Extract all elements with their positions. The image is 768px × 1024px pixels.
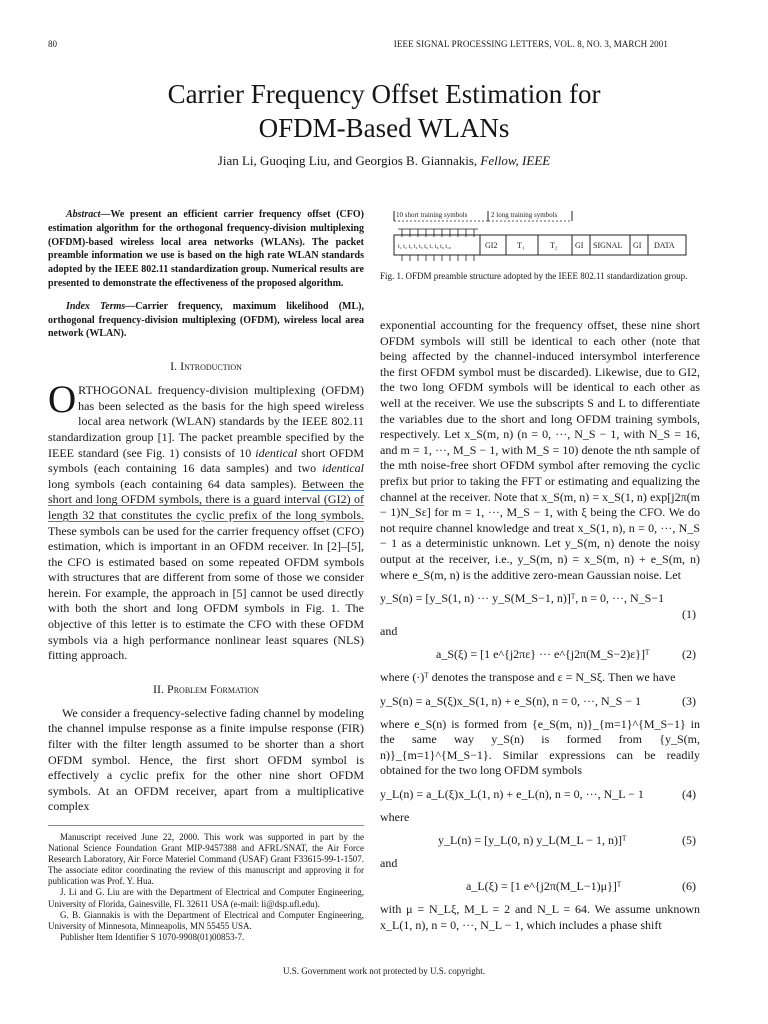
equation-4-number: (4) [682,787,696,802]
footnote-divider [48,825,364,826]
journal-header: IEEE SIGNAL PROCESSING LETTERS, VOL. 8, NO. 3, MARCH 2001 [393,39,668,49]
equation-4 [380,787,700,802]
right-paragraph-3: where e_S(n) is formed from {e_S(m, n)}_{m=1}^{M_S−1} in the same way y_S(n) is formed from {y_S(m, n)}_{m=1}^{M_S−1}. Similar expressions can be readily obtained for the two long OFDM symbols [380,716,700,778]
cell-gi: GI [575,241,584,250]
equation-1-body: y_S(n) = [y_S(1, n) ··· y_S(M_S−1, n)]ᵀ, n = 0, ···, N_S−1 [380,591,665,606]
right-column [380,318,700,933]
figure-caption: Fig. 1. OFDM preamble structure adopted by the IEEE 802.11 standardization group. [380,271,688,281]
abstract-lead: Abstract— [66,209,111,220]
intro-text-d: These symbols can be used for the carrier frequency offset (CFO) estimation, which is important in an OFDM receiver. In [2]–[5], the CFO is estimated based on some repeated OFDM symbols with structures that are different from some of those we consider herein. For example, the approach in [5] cannot be used directly with both the short and long OFDM symbols in Fig. 1. The objective of this letter is to estimate the CFO with these OFDM symbols via a high performance nonlinear least squares (NLS) fitting approach. [48,523,364,663]
equation-2 [380,647,700,662]
equation-3-body: y_S(n) = a_S(ξ)x_S(1, n) + e_S(n), n = 0, ···, N_S − 1 [380,693,642,708]
equation-6 [380,879,700,894]
equation-5-body: y_L(n) = [y_L(0, n) y_L(M_L − 1, n)]ᵀ [438,833,627,848]
label-short-symbols: 10 short training symbols [396,211,468,219]
cell-data: DATA [654,241,675,250]
section-2-paragraph: We consider a frequency-selective fading channel by modeling the channel impulse response as a finite impulse response (FIR) filter with the filter length assumed to be shorter than a short OFDM symbol. Hence, the first short OFDM symbol is effectively a cyclic prefix for the other nine short OFDM symbols. At an OFDM receiver, apart from a multiplicative complex [48,705,364,814]
paper-title [0,77,768,145]
intro-text-b: short OFDM symbols (each containing 16 data samples) and two [48,445,364,476]
page-number: 80 [48,39,57,49]
index-terms-lead: Index Terms— [66,300,136,312]
footnotes [48,832,364,943]
and-2: and [380,856,398,871]
right-paragraph-1: exponential accounting for the frequency offset, these nine short OFDM symbols will still be identical to each other (note that being affected by the channel-induced intersymbol interference the first OFDM symbol must be discarded). Likewise, due to GI2, the two long OFDM symbols will be identical to each other as well at the receiver. We use the subscripts S and L to differentiate the variables due to the short and long OFDM training symbols, respectively. Let x_S(m, n) (n = 0, ···, N_S − 1, with N_S = 16, and m = 1, ···, M_S − 1, with M_S = 10) denote the nth sample of the mth noise-free short OFDM symbol after removing the cyclic prefix but prior to taking the FFT or estimating and equalizing the channel at the receiver. Note that x_S(m, n) = x_S(1, n) exp[j2π(m − 1)N_Sε] for m = 1, ···, M_S − 1, with ξ being the CFO. We do not require channel knowledge and treat x_S(1, n), n = 0, ···, N_S − 1 as a deterministic unknown. Let y_S(m, n) denote the noisy output at the receiver, i.e., y_S(m, n) = x_S(m, n) + e_S(m, n) where e_S(m, n) is the additive zero-mean Gaussian noise. Let [380,318,700,582]
title-line-1: Carrier Frequency Offset Estimation for [167,79,601,109]
index-terms [48,300,364,341]
author-fellow: Fellow, IEEE [480,153,551,168]
equation-6-body: a_L(ξ) = [1 e^{j2π(M_L−1)μ}]ᵀ [466,879,622,894]
cell-t2: T₂ [550,241,558,250]
title-line-2: OFDM-Based WLANs [258,113,510,143]
equation-2-number: (2) [682,647,696,662]
equation-6-number: (6) [682,879,696,894]
abstract-text: We present an efficient carrier frequency offset (CFO) estimation algorithm for the orthogonal frequency-division multiplexing (OFDM)-based wireless local area networks (WLANs). The packet preamble information we use is based on the high rate WLAN standards adopted by the IEEE 802.11 standardization group. Numerical results are presented to demonstrate the effectiveness of the proposed algorithm. [48,209,364,289]
authors [0,153,768,169]
preamble-diagram [392,207,692,267]
label-long-symbols: 2 long training symbols [491,211,558,219]
cell-signal: SIGNAL [593,241,623,250]
equation-1-number: (1) [682,607,696,622]
footnote-affiliation-2: G. B. Giannakis is with the Department of Electrical and Computer Engineering, University of Minnesota, Minneapolis, MN 55455 USA. [48,909,364,931]
section-1-title: I. Introduction [170,359,242,374]
identical-2: identical [322,461,364,476]
where-label: where [380,810,410,825]
cell-gi2: GI2 [485,241,498,250]
cell-short-symbols: t₁ t₂ t₃ t₄ t₅ t₆ t₇ t₈ t₉ t₁₀ [398,244,452,250]
equation-1 [380,591,700,622]
identical-1: identical [255,445,298,460]
equation-2-body: a_S(ξ) = [1 e^{j2πε} ··· e^{j2π(M_S−2)ε}]ᵀ [436,647,650,662]
equation-3 [380,694,700,709]
right-paragraph-2: where (·)ᵀ denotes the transpose and ε = N_Sξ. Then we have [380,670,676,685]
footnote-publisher-id: Publisher Item Identifier S 1070-9908(01)00853-7. [60,931,245,942]
equation-5-number: (5) [682,833,696,848]
equation-5 [380,833,700,848]
figure-1 [392,207,692,267]
section-1-paragraph [48,378,364,664]
and-1: and [380,624,398,639]
section-2-title: II. Problem Formation [153,681,259,696]
equation-4-body: y_L(n) = a_L(ξ)x_L(1, n) + e_L(n), n = 0, ···, N_L − 1 [380,787,644,802]
highlighted-text[interactable]: Between the short and long OFDM symbols, there is a guard interval (GI2) of length 32 that constitutes the cyclic prefix of the long symbols. [48,476,364,522]
cell-t1: T₁ [517,241,525,250]
author-names: Jian Li, Guoqing Liu, and Georgios B. Giannakis, [217,153,478,168]
abstract [48,208,364,291]
footnote-affiliation-1: J. Li and G. Liu are with the Department of Electrical and Computer Engineering, University of Florida, Gainesville, FL 32611 USA (e-mail: li@dsp.ufl.edu). [48,887,364,909]
intro-text-a: RTHOGONAL frequency-division multiplexing (OFDM) has been selected as the basis for the high speed wireless local area network (WLAN) standards by the IEEE 802.11 standardization group [1]. The packet preamble specified by the IEEE standard (see Fig. 1) consists of 10 [48,383,364,460]
dropcap: O [48,378,77,422]
left-column [48,208,364,943]
copyright-note: U.S. Government work not protected by U.S. copyright. [283,966,485,976]
equation-3-number: (3) [682,693,696,708]
intro-text-c: long symbols (each containing 64 data samples). [48,476,302,491]
cell-gi-2: GI [633,241,642,250]
index-terms-text: Carrier frequency, maximum likelihood (ML), orthogonal frequency-division multiplexing (OFDM), wireless local area network (WLAN). [48,300,364,340]
right-paragraph-4: with μ = N_Lξ, M_L = 2 and N_L = 64. We assume unknown x_L(1, n), n = 0, ···, N_L − 1, which includes a phase shift [380,902,700,932]
footnote-manuscript: Manuscript received June 22, 2000. This work was supported in part by the National Science Foundation Grant MIP-9457388 and AFRL/SNAT, the Air Force Research Laboratory, Air Force Materiel Command (USAF) Grant F33615-99-1-1507. The associate editor coordinating the review of this manuscript and approving it for publication was Prof. Y. Hua. [48,832,364,887]
